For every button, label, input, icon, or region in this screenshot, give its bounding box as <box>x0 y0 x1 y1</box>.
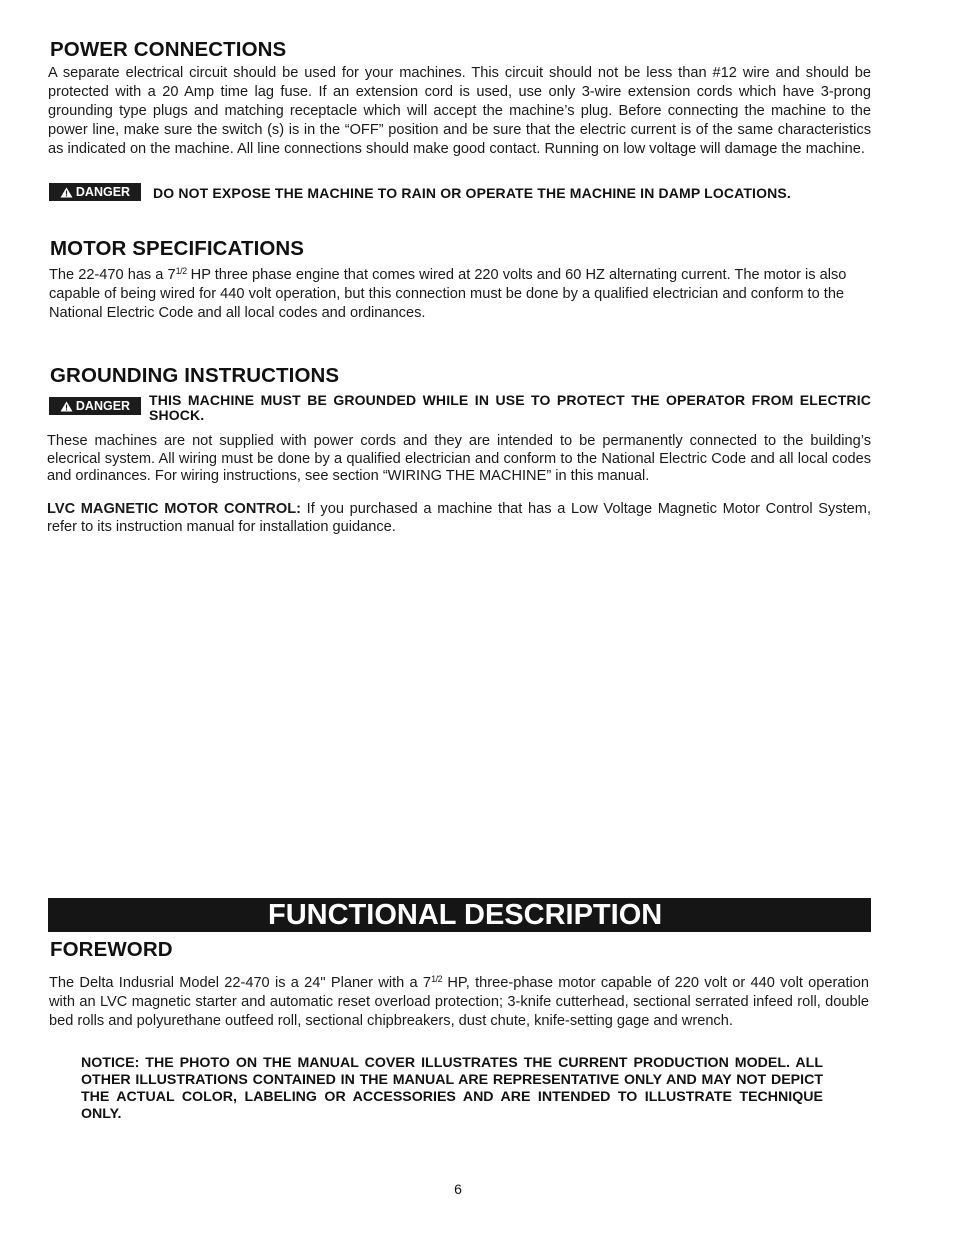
lvc-paragraph <box>47 501 871 536</box>
motor-fraction: 1/2 <box>175 266 187 276</box>
warning-triangle-icon <box>60 187 73 198</box>
danger-label: DANGER <box>75 185 131 199</box>
danger-text-grounding: THIS MACHINE MUST BE GROUNDED WHILE IN USE TO PROTECT THE OPERATOR FROM ELECTRIC SHOCK. <box>149 392 871 423</box>
foreword-post: HP, three-phase motor capable of 220 volt or 440 volt operation with an LVC magnetic starter and automatic reset overload protection; 3-knife cutterhead, sectional serrated infeed roll, double bed rolls and polyurethane outfeed roll, sectional chipbreakers, dust chute, knife-setting gage and wrench. <box>49 975 870 1029</box>
power-connections-body: A separate electrical circuit should be used for your machines. This circuit should not be less than #12 wire and should be protected with a 20 Amp time lag fuse. If an extension cord is used, use only 3-wire extension cords which have 3-prong grounding type plugs and matching receptacle which will accept the machine’s plug. Before connecting the machine to the power line, make sure the switch (s) is in the “OFF” position and be sure that the electric current is of the same characteristics as indicated on the machine. All line connections should make good contact. Running on low voltage will damage the machine. <box>48 65 871 157</box>
notice-paragraph: NOTICE: THE PHOTO ON THE MANUAL COVER ILLUSTRATES THE CURRENT PRODUCTION MODEL. ALL OTHER ILLUSTRATIONS CONTAINED IN THE MANUAL ARE REPRESENTATIVE ONLY AND MAY NOT DEPICT THE ACTUAL COLOR, LABELING OR ACCESSORIES AND ARE INTENDED TO ILLUSTRATE TECHNIQUE ONLY. <box>81 1055 823 1122</box>
foreword-pre: The Delta Indusrial Model 22-470 is a 24" Planer with a 7 <box>49 975 432 991</box>
warning-triangle-icon <box>60 401 73 412</box>
motor-body-post: HP three phase engine that comes wired at 220 volts and 60 HZ alternating current. The motor is also capable of being wired for 440 volt operation, but this connection must be done by a qualified electrician and conform to the National Electric Code and all local codes and ordinances. <box>49 267 847 321</box>
danger-label: DANGER <box>75 399 131 413</box>
grounding-body: These machines are not supplied with power cords and they are intended to be permanently connected to the building’s elecrical system. All wiring must be done by a qualified electrician and conform to the National Electric Code and all local codes and ordinances. For wiring instructions, see section “WIRING THE MACHINE” in this manual. <box>47 433 871 484</box>
page-number: 6 <box>454 1181 462 1197</box>
danger-badge-power <box>49 183 141 201</box>
foreword-body <box>49 970 869 1031</box>
danger-badge-grounding <box>49 397 141 415</box>
grounding-instructions-heading: GROUNDING INSTRUCTIONS <box>50 364 340 387</box>
foreword-fraction: 1/2 <box>431 974 443 984</box>
danger-text-power: DO NOT EXPOSE THE MACHINE TO RAIN OR OPERATE THE MACHINE IN DAMP LOCATIONS. <box>153 185 791 201</box>
lvc-text: If you purchased a machine that has a Low Voltage Magnetic Motor Control System, refer to its instruction manual for installation guidance. <box>47 501 872 535</box>
motor-specifications-heading: MOTOR SPECIFICATIONS <box>50 237 305 260</box>
foreword-heading: FOREWORD <box>50 938 173 961</box>
lvc-lead: LVC MAGNETIC MOTOR CONTROL: <box>47 501 301 517</box>
functional-description-banner: FUNCTIONAL DESCRIPTION <box>48 898 871 932</box>
motor-specifications-body <box>49 262 869 323</box>
motor-body-pre: The 22-470 has a 7 <box>49 267 176 283</box>
power-connections-heading: POWER CONNECTIONS <box>50 38 287 61</box>
